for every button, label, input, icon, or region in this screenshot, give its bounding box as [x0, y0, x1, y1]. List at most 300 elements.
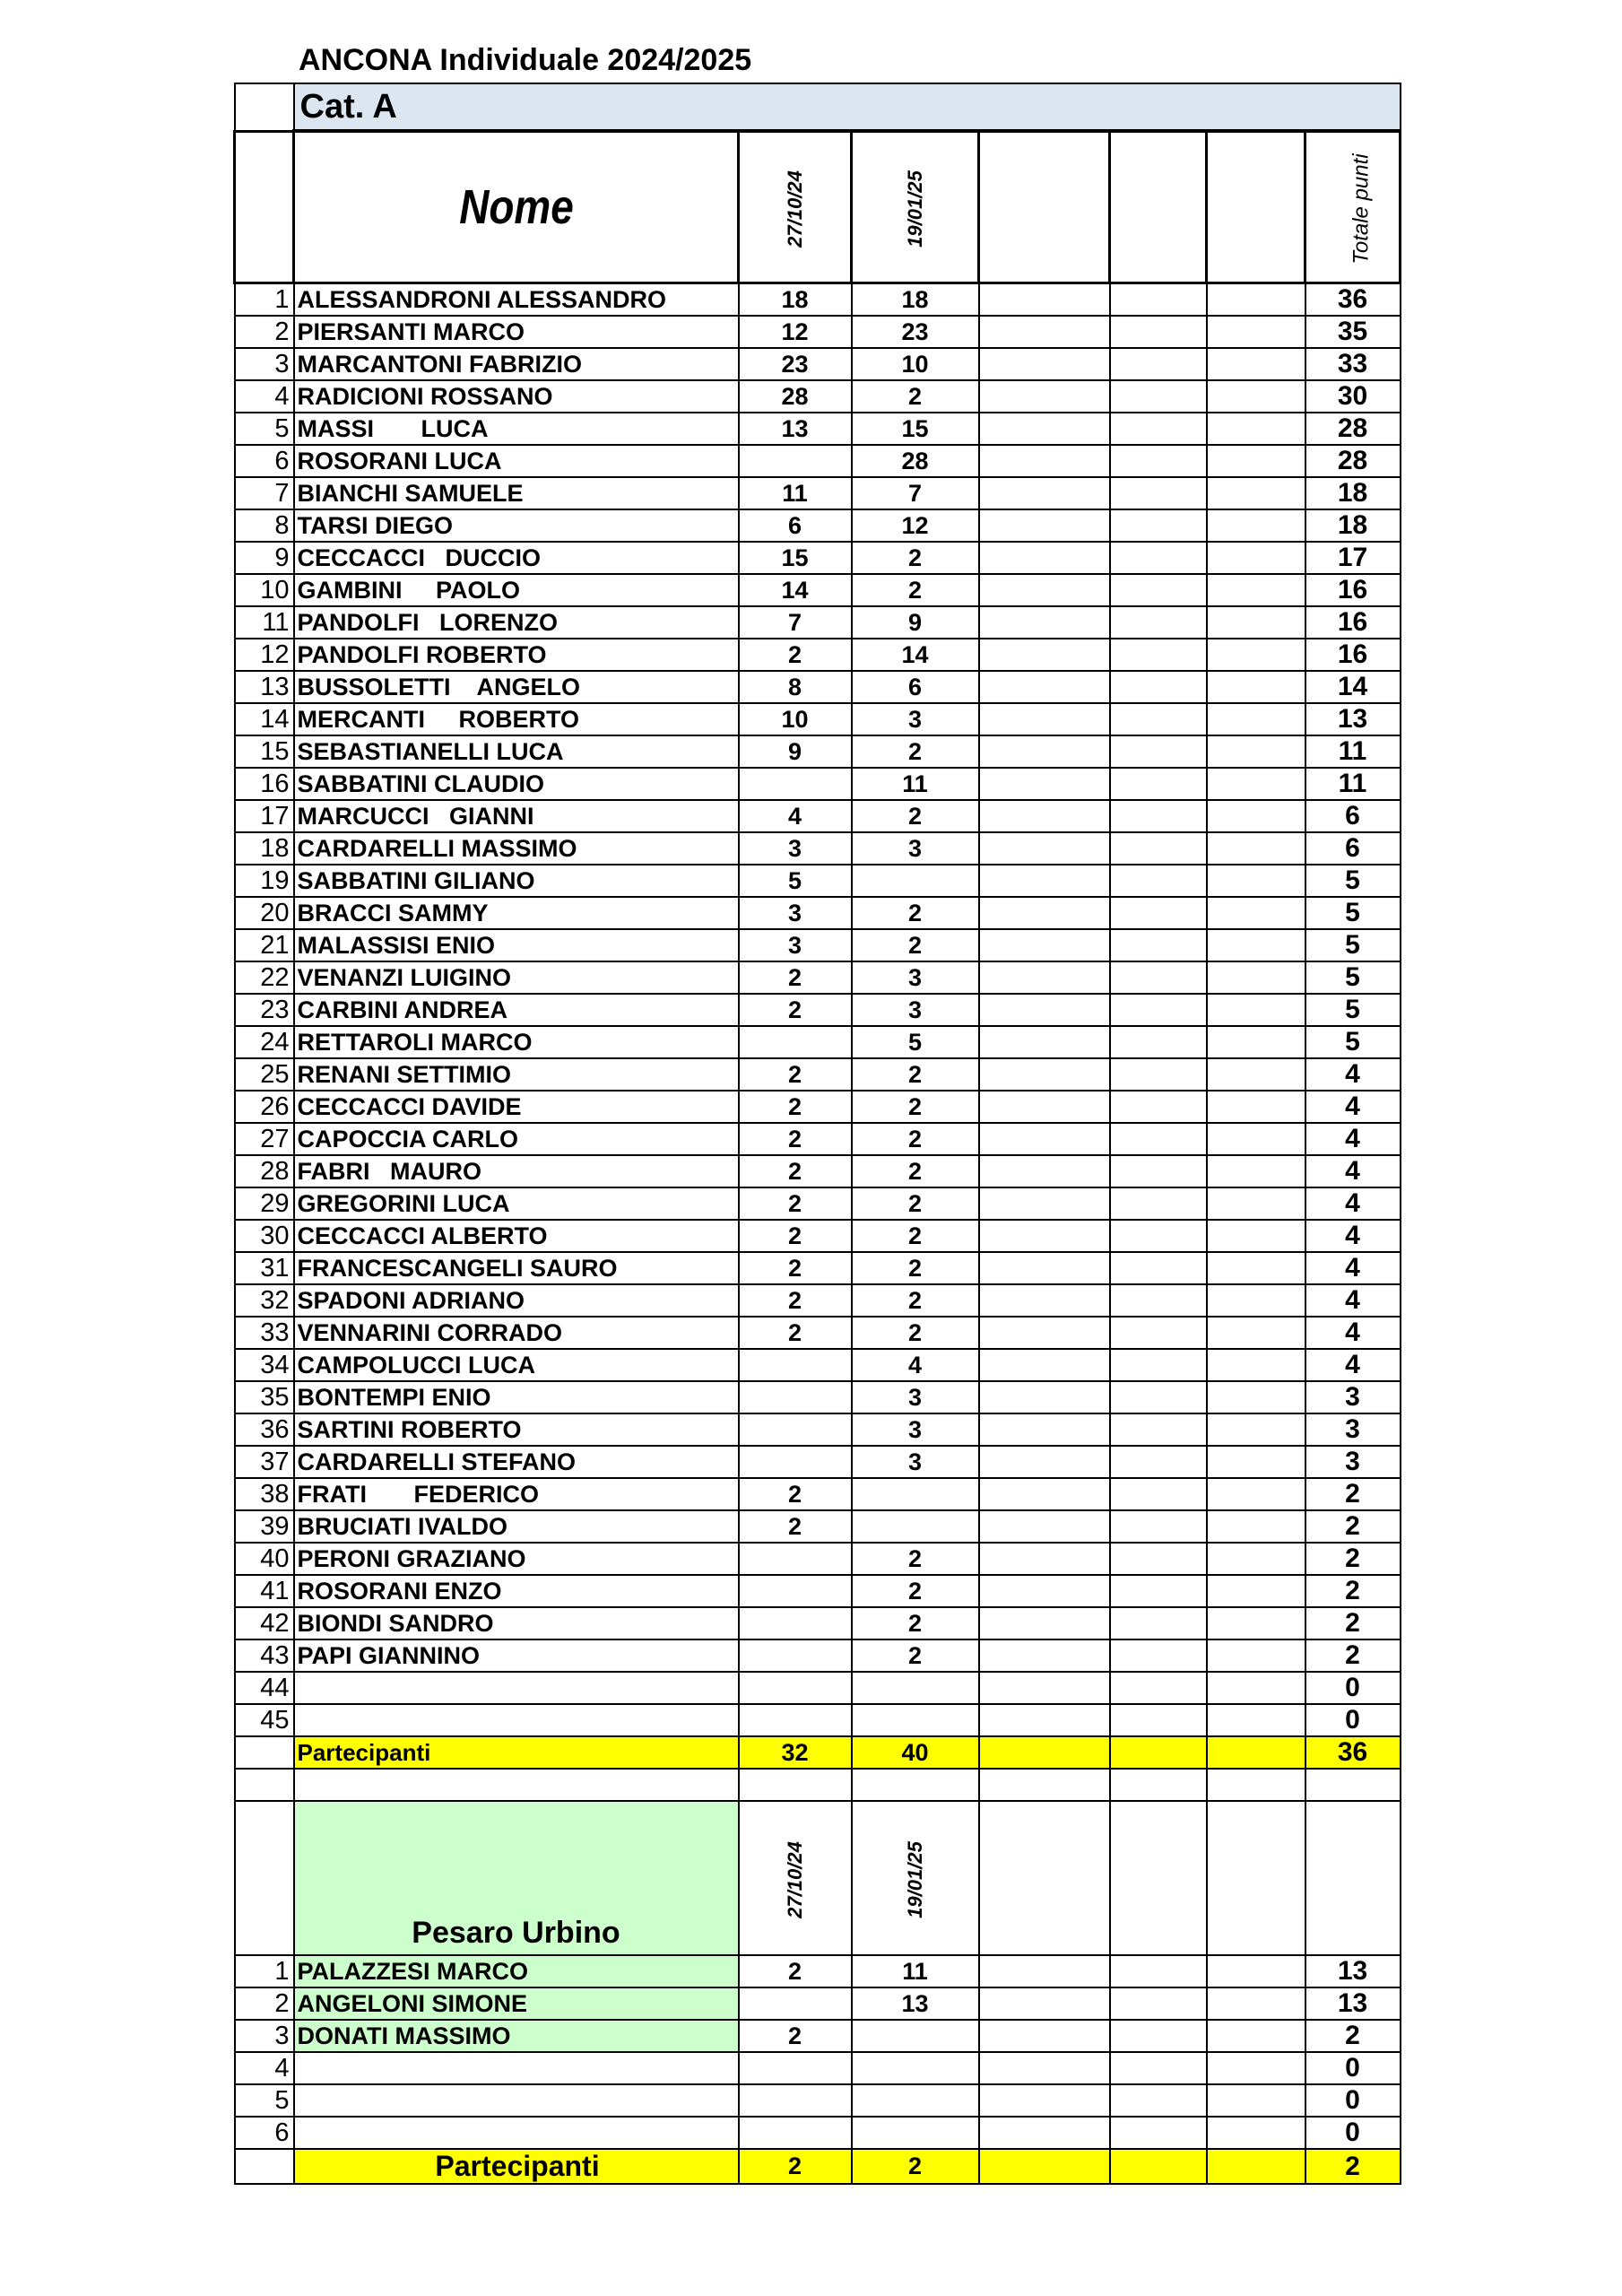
score-date-1 — [739, 2052, 852, 2084]
empty-cell — [1207, 1252, 1305, 1284]
empty-cell — [1207, 2084, 1305, 2117]
table-row — [235, 380, 1401, 413]
rank-cell: 29 — [235, 1187, 294, 1220]
rank-cell: 44 — [235, 1672, 294, 1704]
table-row — [235, 703, 1401, 735]
empty-cell — [1207, 1704, 1305, 1736]
empty-cell — [1207, 994, 1305, 1026]
table-row — [235, 1349, 1401, 1381]
empty-cell — [1207, 735, 1305, 768]
score-date-1: 2 — [739, 1058, 852, 1091]
empty-cell — [1110, 929, 1207, 961]
empty-cell — [1207, 1284, 1305, 1317]
table-row — [235, 1155, 1401, 1187]
score-date-2: 11 — [852, 1955, 979, 1987]
empty-cell — [1110, 1955, 1207, 1987]
total-cell: 28 — [1305, 445, 1401, 477]
score-date-2: 2 — [852, 542, 979, 574]
empty-cell — [1110, 1413, 1207, 1446]
table-row — [235, 1987, 1401, 2020]
name-cell: BUSSOLETTI ANGELO — [294, 671, 739, 703]
total-cell: 13 — [1305, 1955, 1401, 1987]
empty-cell — [1207, 768, 1305, 800]
total-cell: 5 — [1305, 897, 1401, 929]
total-cell: 35 — [1305, 316, 1401, 348]
empty-cell — [235, 2149, 294, 2184]
total-cell: 16 — [1305, 606, 1401, 639]
empty-cell — [1110, 509, 1207, 542]
table-row — [235, 1123, 1401, 1155]
empty-cell — [852, 1769, 979, 1801]
name-cell: CARBINI ANDREA — [294, 994, 739, 1026]
empty-cell — [979, 897, 1110, 929]
table-row — [235, 800, 1401, 832]
total-cell: 30 — [1305, 380, 1401, 413]
table-row — [235, 994, 1401, 1026]
total-cell: 0 — [1305, 2052, 1401, 2084]
name-cell: CAMPOLUCCI LUCA — [294, 1349, 739, 1381]
empty-cell — [1207, 380, 1305, 413]
total-cell: 18 — [1305, 477, 1401, 509]
score-date-1: 2 — [739, 1220, 852, 1252]
score-date-2: 2 — [852, 929, 979, 961]
empty-cell — [979, 865, 1110, 897]
score-date-2: 3 — [852, 994, 979, 1026]
score-date-1: 3 — [739, 929, 852, 961]
score-date-2 — [852, 2084, 979, 2117]
empty-cell — [1110, 1446, 1207, 1478]
table-row — [235, 1381, 1401, 1413]
name-cell: CECCACCI DAVIDE — [294, 1091, 739, 1123]
table-row — [235, 1704, 1401, 1736]
score-date-1: 3 — [739, 897, 852, 929]
empty-cell — [1207, 832, 1305, 865]
rank-cell: 3 — [235, 2020, 294, 2052]
empty-cell — [1207, 2052, 1305, 2084]
name-cell: ROSORANI ENZO — [294, 1575, 739, 1607]
score-date-1: 2 — [739, 639, 852, 671]
empty-cell — [1110, 639, 1207, 671]
table-row — [235, 477, 1401, 509]
total-cell: 11 — [1305, 735, 1401, 768]
score-date-1 — [739, 445, 852, 477]
total-cell: 13 — [1305, 703, 1401, 735]
table-row — [235, 865, 1401, 897]
empty-cell — [1207, 671, 1305, 703]
name-cell: DONATI MASSIMO — [294, 2020, 739, 2052]
total-cell: 6 — [1305, 832, 1401, 865]
empty-cell — [1207, 1381, 1305, 1413]
score-date-2: 13 — [852, 1987, 979, 2020]
total-cell: 2 — [1305, 1510, 1401, 1543]
rank-cell: 11 — [235, 606, 294, 639]
rank-cell: 18 — [235, 832, 294, 865]
name-cell: BRUCIATI IVALDO — [294, 1510, 739, 1543]
table-row — [235, 639, 1401, 671]
score-date-2 — [852, 1704, 979, 1736]
empty-cell — [1110, 1510, 1207, 1543]
empty-cell — [1110, 413, 1207, 445]
score-date-2 — [852, 1510, 979, 1543]
score-date-1: 13 — [739, 413, 852, 445]
score-date-2: 11 — [852, 768, 979, 800]
score-date-1: 2 — [739, 1252, 852, 1284]
empty-cell — [1207, 1607, 1305, 1639]
empty-cell — [979, 1672, 1110, 1704]
name-cell: RADICIONI ROSSANO — [294, 380, 739, 413]
empty-cell — [1207, 865, 1305, 897]
category-title: Cat. A — [294, 83, 1401, 131]
rank-cell: 8 — [235, 509, 294, 542]
name-cell: CECCACCI DUCCIO — [294, 542, 739, 574]
empty-cell — [1207, 1446, 1305, 1478]
rank-cell: 38 — [235, 1478, 294, 1510]
name-cell: CARDARELLI MASSIMO — [294, 832, 739, 865]
empty-cell — [1110, 1091, 1207, 1123]
empty-cell — [1110, 1220, 1207, 1252]
empty-cell — [979, 283, 1110, 317]
table-row — [235, 1575, 1401, 1607]
empty-cell — [979, 639, 1110, 671]
table-row — [235, 961, 1401, 994]
empty-cell — [979, 316, 1110, 348]
name-cell — [294, 1672, 739, 1704]
score-date-1: 7 — [739, 606, 852, 639]
table-row — [235, 606, 1401, 639]
total-cell: 28 — [1305, 413, 1401, 445]
rank-cell: 1 — [235, 283, 294, 317]
empty-cell — [1207, 1639, 1305, 1672]
empty-cell — [1207, 2149, 1305, 2184]
empty-cell — [979, 1955, 1110, 1987]
rank-cell: 34 — [235, 1349, 294, 1381]
total-cell: 2 — [1305, 1639, 1401, 1672]
empty-cell — [1110, 1769, 1207, 1801]
table-row — [235, 929, 1401, 961]
total-cell: 4 — [1305, 1058, 1401, 1091]
score-date-2: 2 — [852, 1317, 979, 1349]
score-date-1: 2 — [739, 1510, 852, 1543]
score-date-1: 2 — [739, 2020, 852, 2052]
rank-cell: 15 — [235, 735, 294, 768]
score-date-2: 3 — [852, 1381, 979, 1413]
empty-cell — [1207, 1478, 1305, 1510]
empty-cell — [1110, 961, 1207, 994]
score-date-2: 3 — [852, 703, 979, 735]
empty-cell — [1207, 606, 1305, 639]
score-date-1: 14 — [739, 574, 852, 606]
rank-cell: 6 — [235, 445, 294, 477]
empty-cell — [979, 1736, 1110, 1769]
empty-cell — [1110, 2052, 1207, 2084]
empty-cell — [979, 413, 1110, 445]
empty-cell — [1110, 1026, 1207, 1058]
score-date-1: 2 — [739, 1187, 852, 1220]
empty-cell — [1207, 574, 1305, 606]
empty-cell — [979, 1446, 1110, 1478]
empty-cell — [1110, 2117, 1207, 2149]
score-date-1 — [739, 1413, 852, 1446]
name-cell: MARCANTONI FABRIZIO — [294, 348, 739, 380]
score-date-2: 2 — [852, 1123, 979, 1155]
total-cell: 16 — [1305, 574, 1401, 606]
name-cell: MARCUCCI GIANNI — [294, 800, 739, 832]
empty-cell — [979, 929, 1110, 961]
name-cell: FRANCESCANGELI SAURO — [294, 1252, 739, 1284]
empty-cell — [235, 1801, 294, 1955]
total-cell: 3 — [1305, 1381, 1401, 1413]
rank-cell: 4 — [235, 2052, 294, 2084]
name-cell: CECCACCI ALBERTO — [294, 1220, 739, 1252]
empty-cell — [1110, 703, 1207, 735]
table-row — [235, 1284, 1401, 1317]
rank-cell: 30 — [235, 1220, 294, 1252]
header-empty-2 — [1110, 131, 1207, 283]
pesaro-header-date-1: 27/10/24 — [739, 1801, 852, 1955]
pesaro-header-row — [235, 1801, 1401, 1955]
empty-cell — [979, 2020, 1110, 2052]
empty-cell — [979, 703, 1110, 735]
rank-cell: 20 — [235, 897, 294, 929]
header-totale: Totale punti — [1305, 131, 1401, 283]
empty-cell — [979, 1058, 1110, 1091]
empty-cell — [1110, 1123, 1207, 1155]
empty-cell — [979, 2052, 1110, 2084]
name-cell: ALESSANDRONI ALESSANDRO — [294, 283, 739, 317]
empty-cell — [979, 1639, 1110, 1672]
empty-cell — [1110, 735, 1207, 768]
empty-cell — [1207, 542, 1305, 574]
table-row — [235, 1446, 1401, 1478]
score-date-2: 3 — [852, 961, 979, 994]
score-date-2: 10 — [852, 348, 979, 380]
empty-cell — [979, 2117, 1110, 2149]
score-date-1 — [739, 768, 852, 800]
total-cell: 4 — [1305, 1252, 1401, 1284]
score-date-2: 6 — [852, 671, 979, 703]
total-cell: 17 — [1305, 542, 1401, 574]
empty-cell — [1110, 994, 1207, 1026]
score-date-2: 2 — [852, 1058, 979, 1091]
total-cell: 3 — [1305, 1446, 1401, 1478]
rank-cell: 26 — [235, 1091, 294, 1123]
total-cell: 2 — [1305, 1543, 1401, 1575]
empty-cell — [1305, 1801, 1401, 1955]
empty-cell — [979, 1123, 1110, 1155]
score-date-1: 2 — [739, 1478, 852, 1510]
name-cell: TARSI DIEGO — [294, 509, 739, 542]
empty-cell — [1207, 1672, 1305, 1704]
score-date-1: 28 — [739, 380, 852, 413]
name-cell: FABRI MAURO — [294, 1155, 739, 1187]
name-cell: SABBATINI CLAUDIO — [294, 768, 739, 800]
name-cell: BONTEMPI ENIO — [294, 1381, 739, 1413]
score-date-2 — [852, 1672, 979, 1704]
name-cell: MASSI LUCA — [294, 413, 739, 445]
partecipanti-date-1: 2 — [739, 2149, 852, 2184]
table-row — [235, 574, 1401, 606]
empty-cell — [979, 1091, 1110, 1123]
empty-cell — [979, 1284, 1110, 1317]
empty-cell — [294, 1769, 739, 1801]
name-cell: SARTINI ROBERTO — [294, 1413, 739, 1446]
rank-cell: 5 — [235, 413, 294, 445]
empty-cell — [1110, 1672, 1207, 1704]
name-cell: PANDOLFI ROBERTO — [294, 639, 739, 671]
score-date-1: 5 — [739, 865, 852, 897]
pesaro-title: Pesaro Urbino — [294, 1801, 739, 1955]
empty-cell — [979, 1987, 1110, 2020]
score-date-2: 2 — [852, 800, 979, 832]
total-cell: 13 — [1305, 1987, 1401, 2020]
total-cell: 5 — [1305, 961, 1401, 994]
empty-cell — [979, 542, 1110, 574]
name-cell: BRACCI SAMMY — [294, 897, 739, 929]
score-date-2: 2 — [852, 380, 979, 413]
total-cell: 6 — [1305, 800, 1401, 832]
empty-cell — [1110, 2084, 1207, 2117]
rank-cell: 43 — [235, 1639, 294, 1672]
empty-cell — [979, 477, 1110, 509]
category-row — [235, 83, 1401, 131]
empty-cell — [1110, 574, 1207, 606]
score-date-1: 2 — [739, 1317, 852, 1349]
table-row — [235, 316, 1401, 348]
empty-cell — [1207, 639, 1305, 671]
table-row — [235, 2117, 1401, 2149]
score-date-2: 2 — [852, 1220, 979, 1252]
score-date-2: 9 — [852, 606, 979, 639]
name-cell: GREGORINI LUCA — [294, 1187, 739, 1220]
table-row — [235, 1252, 1401, 1284]
total-cell: 4 — [1305, 1284, 1401, 1317]
empty-cell — [1207, 2117, 1305, 2149]
score-date-2: 2 — [852, 1284, 979, 1317]
table-row — [235, 1543, 1401, 1575]
rank-cell: 33 — [235, 1317, 294, 1349]
empty-cell — [1110, 1317, 1207, 1349]
table-row — [235, 832, 1401, 865]
empty-cell — [1207, 1026, 1305, 1058]
empty-cell — [979, 1220, 1110, 1252]
empty-cell — [979, 1607, 1110, 1639]
partecipanti-total: 36 — [1305, 1736, 1401, 1769]
score-date-1: 2 — [739, 1123, 852, 1155]
empty-cell — [1110, 542, 1207, 574]
empty-cell — [1207, 509, 1305, 542]
total-cell: 33 — [1305, 348, 1401, 380]
empty-cell — [1207, 477, 1305, 509]
score-date-2: 3 — [852, 1413, 979, 1446]
rank-cell: 36 — [235, 1413, 294, 1446]
empty-cell — [979, 1575, 1110, 1607]
rank-cell: 42 — [235, 1607, 294, 1639]
table-row — [235, 1478, 1401, 1510]
empty-cell — [1207, 1575, 1305, 1607]
empty-cell — [1207, 316, 1305, 348]
score-date-1: 10 — [739, 703, 852, 735]
total-cell: 4 — [1305, 1123, 1401, 1155]
score-date-1: 23 — [739, 348, 852, 380]
name-cell: PANDOLFI LORENZO — [294, 606, 739, 639]
empty-cell — [979, 1413, 1110, 1446]
empty-cell — [1110, 1736, 1207, 1769]
empty-cell — [979, 671, 1110, 703]
score-date-2: 2 — [852, 574, 979, 606]
empty-cell — [1207, 413, 1305, 445]
empty-cell — [1110, 1187, 1207, 1220]
score-date-2: 2 — [852, 1187, 979, 1220]
table-row — [235, 1091, 1401, 1123]
name-cell: PERONI GRAZIANO — [294, 1543, 739, 1575]
table-row — [235, 1187, 1401, 1220]
score-date-2: 3 — [852, 1446, 979, 1478]
total-cell: 36 — [1305, 283, 1401, 317]
empty-cell — [1110, 348, 1207, 380]
empty-cell — [1110, 2149, 1207, 2184]
table-row — [235, 1058, 1401, 1091]
rank-cell: 6 — [235, 2117, 294, 2149]
empty-cell — [1110, 1575, 1207, 1607]
rank-cell: 7 — [235, 477, 294, 509]
score-date-2: 28 — [852, 445, 979, 477]
total-cell: 14 — [1305, 671, 1401, 703]
partecipanti-row — [235, 2149, 1401, 2184]
empty-cell — [1110, 1543, 1207, 1575]
empty-cell — [1207, 1413, 1305, 1446]
table-row — [235, 1510, 1401, 1543]
name-cell: MALASSISI ENIO — [294, 929, 739, 961]
score-date-1 — [739, 1575, 852, 1607]
table-row — [235, 768, 1401, 800]
table-row — [235, 1955, 1401, 1987]
empty-cell — [235, 1736, 294, 1769]
empty-cell — [979, 2084, 1110, 2117]
total-cell: 5 — [1305, 994, 1401, 1026]
table-row — [235, 1220, 1401, 1252]
header-date-2: 19/01/25 — [852, 131, 979, 283]
empty-cell — [1110, 865, 1207, 897]
empty-cell — [979, 509, 1110, 542]
score-date-1 — [739, 1349, 852, 1381]
total-cell: 4 — [1305, 1220, 1401, 1252]
empty-cell — [1110, 1284, 1207, 1317]
rank-cell: 41 — [235, 1575, 294, 1607]
empty-cell — [1207, 1091, 1305, 1123]
score-date-1 — [739, 1607, 852, 1639]
empty-cell — [1110, 832, 1207, 865]
empty-cell — [1110, 1607, 1207, 1639]
name-cell: ANGELONI SIMONE — [294, 1987, 739, 2020]
empty-cell — [1207, 897, 1305, 929]
score-date-1: 8 — [739, 671, 852, 703]
score-date-2: 2 — [852, 1607, 979, 1639]
table-row — [235, 671, 1401, 703]
empty-cell — [979, 800, 1110, 832]
rank-cell: 40 — [235, 1543, 294, 1575]
empty-cell — [979, 1543, 1110, 1575]
rank-cell: 25 — [235, 1058, 294, 1091]
empty-cell — [1110, 606, 1207, 639]
total-cell: 2 — [1305, 1478, 1401, 1510]
pesaro-header-date-2: 19/01/25 — [852, 1801, 979, 1955]
table-row — [235, 348, 1401, 380]
rank-cell: 22 — [235, 961, 294, 994]
score-date-1 — [739, 2084, 852, 2117]
empty-cell — [1207, 800, 1305, 832]
empty-cell — [979, 1187, 1110, 1220]
partecipanti-date-2: 2 — [852, 2149, 979, 2184]
